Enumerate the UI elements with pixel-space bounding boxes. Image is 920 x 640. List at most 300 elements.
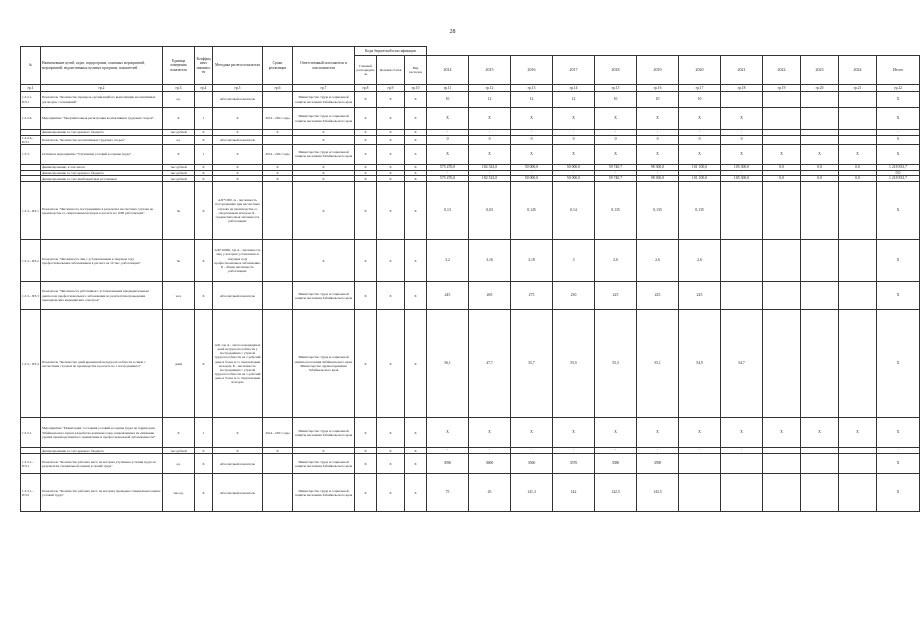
column-number-cell: гр.17 xyxy=(679,85,721,92)
row-year-value: 59 740,7 xyxy=(595,176,637,182)
row-year-value: 0 xyxy=(553,135,595,144)
table-row xyxy=(21,182,920,240)
row-grbs: Х xyxy=(355,164,377,170)
row-year-value: Х xyxy=(763,418,801,448)
row-year-value: 0,135 xyxy=(637,182,679,240)
row-target-article: Х xyxy=(377,240,405,282)
col-header-coef: Коэффициент значимости xyxy=(195,47,213,85)
row-coefficient: Х xyxy=(195,176,213,182)
row-year-value: 10 xyxy=(427,92,469,108)
row-method: Х xyxy=(213,130,263,136)
row-term xyxy=(263,92,293,108)
row-year-value: 0,0 xyxy=(839,176,877,182)
row-target-article: Х xyxy=(377,108,405,130)
row-year-value: - xyxy=(595,448,637,454)
row-grbs: Х xyxy=(355,310,377,418)
row-expense-type: Х xyxy=(405,92,427,108)
column-number-cell: гр.14 xyxy=(553,85,595,92)
row-number: 1.3.2.6. xyxy=(21,108,41,130)
row-method: Х xyxy=(213,448,263,454)
row-name: Мероприятие "Уведомительная регистрация коллективных трудовых споров" xyxy=(41,108,163,130)
table-row xyxy=(21,474,920,512)
row-year-value xyxy=(839,92,877,108)
row-year-value: Х xyxy=(553,108,595,130)
row-year-value: Х xyxy=(679,144,721,164)
row-year-value: 55,7 xyxy=(511,310,553,418)
row-unit: тыс.рублей xyxy=(163,176,195,182)
row-term xyxy=(263,454,293,474)
row-year-value: 47,7 xyxy=(469,310,511,418)
row-year-value: Х xyxy=(427,108,469,130)
column-number-cell: гр.19 xyxy=(763,85,801,92)
row-year-value: 105 300,0 xyxy=(721,176,763,182)
column-number-cell: гр.22 xyxy=(877,85,920,92)
row-year-value: - xyxy=(553,130,595,136)
row-coefficient: 1 xyxy=(195,108,213,130)
row-year-value xyxy=(763,182,801,240)
row-number: 1.3.3.1.- ПЭ.1 xyxy=(21,454,41,474)
table-row xyxy=(21,144,920,164)
row-year-value xyxy=(721,92,763,108)
row-method: Х xyxy=(213,144,263,164)
row-year-value: 0,135 xyxy=(595,182,637,240)
row-year-value: 54,9 xyxy=(679,310,721,418)
row-method: Абсолютный показатель xyxy=(213,282,263,310)
row-year-value: Х xyxy=(801,418,839,448)
row-total: Х xyxy=(877,108,920,130)
row-year-value xyxy=(721,282,763,310)
row-year-value: 55,3 xyxy=(595,310,637,418)
col-header-2023: 2023 xyxy=(801,56,839,85)
row-year-value: 2,6 xyxy=(679,240,721,282)
row-total: Х xyxy=(877,282,920,310)
row-year-value: 0,135 xyxy=(679,182,721,240)
row-term: Х xyxy=(263,176,293,182)
row-target-article: Х xyxy=(377,130,405,136)
row-year-value: Х xyxy=(763,144,801,164)
row-year-value: 0,0 xyxy=(763,164,801,170)
row-responsible: Министерство труда и социальной защиты населения Забайкальского края xyxy=(293,454,355,474)
row-target-article: Х xyxy=(377,182,405,240)
row-year-value xyxy=(801,282,839,310)
row-year-value: 3,16 xyxy=(469,240,511,282)
row-unit: Х xyxy=(163,418,195,448)
row-grbs: Х xyxy=(355,130,377,136)
row-year-value xyxy=(763,474,801,512)
row-year-value: 12 xyxy=(469,92,511,108)
row-year-value xyxy=(839,282,877,310)
row-year-value: 2,6 xyxy=(595,240,637,282)
row-year-value xyxy=(763,282,801,310)
row-term xyxy=(263,182,293,240)
column-number-cell: гр.11 xyxy=(427,85,469,92)
row-expense-type: Х xyxy=(405,170,427,176)
row-year-value: 98 300,0 xyxy=(637,164,679,170)
row-year-value: - xyxy=(679,448,721,454)
row-year-value: 55,5 xyxy=(553,310,595,418)
row-year-value: Х xyxy=(469,108,511,130)
column-number-cell: гр.6 xyxy=(263,85,293,92)
row-term: Х xyxy=(263,164,293,170)
row-coefficient: Х xyxy=(195,182,213,240)
row-expense-type: Х xyxy=(405,454,427,474)
col-header-2014: 2014 xyxy=(427,56,469,85)
row-year-value: Х xyxy=(511,418,553,448)
row-year-value xyxy=(801,92,839,108)
row-method: А/Б, где А - число календарных дней нетрудоспособности у пострадавших с утратой трудоспособности на 1 рабочий день и более и со смертельным исходом, Б - численность пострадавших с утратой трудоспособности на 1 рабочий день и более и со смертельным исходом xyxy=(213,310,263,418)
row-year-value xyxy=(679,474,721,512)
column-number-cell: гр.12 xyxy=(469,85,511,92)
row-name: Показатель "Численность работников с установленным предварительным диагнозом профессионального заболевания по результатам проведения периодических медицинских осмотров" xyxy=(41,282,163,310)
row-year-value xyxy=(763,310,801,418)
row-year-value: Х xyxy=(679,418,721,448)
col-header-2015: 2015 xyxy=(469,56,511,85)
row-year-value xyxy=(839,474,877,512)
row-year-value: - xyxy=(553,170,595,176)
row-responsible: Х xyxy=(293,170,355,176)
col-header-2018: 2018 xyxy=(595,56,637,85)
row-year-value xyxy=(721,474,763,512)
row-year-value: - xyxy=(637,130,679,136)
row-year-value: 54,7 xyxy=(721,310,763,418)
row-unit: дней xyxy=(163,310,195,418)
row-year-value: - xyxy=(721,170,763,176)
column-number-cell: гр.2 xyxy=(41,85,163,92)
col-header-exptype: Вид расходов xyxy=(405,56,427,85)
column-number-cell: гр.20 xyxy=(801,85,839,92)
row-unit: ед. xyxy=(163,92,195,108)
row-coefficient: 1 xyxy=(195,418,213,448)
row-expense-type: Х xyxy=(405,240,427,282)
row-total: Х xyxy=(877,240,920,282)
row-target-article: Х xyxy=(377,454,405,474)
row-total: 0,0 xyxy=(877,170,920,176)
table-row xyxy=(21,92,920,108)
row-target-article: Х xyxy=(377,164,405,170)
row-year-value: Х xyxy=(721,144,763,164)
row-year-value xyxy=(721,240,763,282)
column-number-cell: гр.18 xyxy=(721,85,763,92)
row-year-value xyxy=(801,310,839,418)
row-year-value xyxy=(721,182,763,240)
row-expense-type: Х xyxy=(405,130,427,136)
row-year-value: 59 740,7 xyxy=(595,164,637,170)
row-number: 1.3.3.- ПЭ.4 xyxy=(21,310,41,418)
col-header-method: Методика расчета показателя xyxy=(213,47,263,85)
row-year-value: 3590 xyxy=(637,454,679,474)
row-method: Абсолютный показатель xyxy=(213,454,263,474)
row-year-value: 0 xyxy=(469,135,511,144)
row-grbs: Х xyxy=(355,92,377,108)
row-unit: чел. xyxy=(163,282,195,310)
row-year-value: 182 523,0 xyxy=(469,164,511,170)
row-responsible: Министерство труда и социальной защиты населения Забайкальского края xyxy=(293,418,355,448)
row-year-value: Х xyxy=(595,108,637,130)
col-header-2024: 2024 xyxy=(839,56,877,85)
row-year-value: 275 xyxy=(511,282,553,310)
header-row-top xyxy=(21,47,920,56)
row-year-value: 230 xyxy=(553,282,595,310)
row-method: Х xyxy=(213,164,263,170)
column-number-cell: гр.3 xyxy=(163,85,195,92)
row-year-value: - xyxy=(511,448,553,454)
row-year-value: - xyxy=(427,130,469,136)
row-year-value: 50 000,0 xyxy=(553,164,595,170)
row-method: Абсолютный показатель xyxy=(213,474,263,512)
row-target-article: Х xyxy=(377,448,405,454)
row-year-value: - xyxy=(511,170,553,176)
row-name: Показатель "Количество дней временной нетрудоспособности в связи с несчастным случаем на производстве в расчете на 1 пострадавшего" xyxy=(41,310,163,418)
row-year-value: Х xyxy=(721,108,763,130)
row-year-value: 55,1 xyxy=(637,310,679,418)
row-unit: тыс.рублей xyxy=(163,448,195,454)
row-year-value: 3560 xyxy=(511,454,553,474)
row-responsible: Х xyxy=(293,135,355,144)
row-year-value: Х xyxy=(721,418,763,448)
row-method: Х xyxy=(213,170,263,176)
col-header-resp: Ответственный исполнитель и соисполнители xyxy=(293,47,355,85)
row-total: 1 218 833,7 xyxy=(877,164,920,170)
row-year-value: 105 300,0 xyxy=(721,164,763,170)
row-year-value: - xyxy=(553,448,595,454)
row-unit: ‰ xyxy=(163,240,195,282)
table-row xyxy=(21,310,920,418)
row-year-value: 3570 xyxy=(553,454,595,474)
row-grbs: Х xyxy=(355,282,377,310)
row-year-value: 0,13 xyxy=(427,182,469,240)
table-row xyxy=(21,418,920,448)
row-responsible: Министерство труда и социальной защиты населения Забайкальского края xyxy=(293,282,355,310)
header-spacer xyxy=(427,47,920,56)
row-number: 1.3.2.1. ПЭ.1 xyxy=(21,92,41,108)
row-grbs: Х xyxy=(355,418,377,448)
row-term xyxy=(263,282,293,310)
row-name: Показатель "Количество рабочих мест, на которых проведена специальная оценка условий труда" xyxy=(41,474,163,512)
row-target-article: Х xyxy=(377,282,405,310)
row-year-value xyxy=(801,135,839,144)
row-year-value: - xyxy=(427,170,469,176)
row-grbs: Х xyxy=(355,108,377,130)
page-number: 28 xyxy=(449,29,456,35)
row-unit: тыс.ед. xyxy=(163,474,195,512)
row-expense-type: Х xyxy=(405,182,427,240)
row-year-value: 0,0 xyxy=(763,176,801,182)
row-target-article: Х xyxy=(377,144,405,164)
row-grbs: Х xyxy=(355,135,377,144)
row-year-value: 101 100,0 xyxy=(679,164,721,170)
row-unit: ‰ xyxy=(163,182,195,240)
row-year-value: 141,3 xyxy=(511,474,553,512)
row-responsible: Х xyxy=(293,448,355,454)
row-term: 2014 - 2021 годы xyxy=(263,144,293,164)
row-term xyxy=(263,310,293,418)
row-unit: ед. xyxy=(163,454,195,474)
row-expense-type: Х xyxy=(405,282,427,310)
row-total: Х xyxy=(877,454,920,474)
row-responsible: Министерство труда и социальной защиты населения Забайкальского края xyxy=(293,144,355,164)
row-expense-type: Х xyxy=(405,144,427,164)
row-year-value xyxy=(679,454,721,474)
row-year-value: 3930 xyxy=(427,454,469,474)
row-year-value: Х xyxy=(839,418,877,448)
row-responsible: Министерство труда и социальной защиты населения Забайкальского края xyxy=(293,92,355,108)
row-year-value: - xyxy=(595,170,637,176)
row-grbs: Х xyxy=(355,144,377,164)
row-responsible: Министерство труда и социальной защиты населения Забайкальского края; Министерство здравоохранения Забайкальского края xyxy=(293,310,355,418)
column-number-cell: гр.5 xyxy=(213,85,263,92)
row-grbs: Х xyxy=(355,182,377,240)
row-name: финансирование за счет краевого бюджета xyxy=(41,448,163,454)
row-year-value: 0 xyxy=(721,135,763,144)
row-unit: Х xyxy=(163,144,195,164)
row-year-value: 0 xyxy=(679,135,721,144)
row-total: Х xyxy=(877,92,920,108)
row-coefficient: 1 xyxy=(195,144,213,164)
row-name: финансирование за счет краевого бюджета xyxy=(41,170,163,176)
row-total: Х xyxy=(877,418,920,448)
row-year-value: - xyxy=(469,170,511,176)
row-method: Х xyxy=(213,108,263,130)
row-year-value: Х xyxy=(553,418,595,448)
row-year-value: - xyxy=(637,170,679,176)
row-year-value: 98 300,0 xyxy=(637,176,679,182)
row-year-value: 3,2 xyxy=(427,240,469,282)
row-year-value: 0 xyxy=(427,135,469,144)
row-year-value: Х xyxy=(595,418,637,448)
table-row xyxy=(21,240,920,282)
column-number-cell: гр.4 xyxy=(195,85,213,92)
col-header-no: № xyxy=(21,47,41,85)
column-number-cell: гр.1 xyxy=(21,85,41,92)
row-year-value xyxy=(801,474,839,512)
row-unit: Х xyxy=(163,108,195,130)
row-number: 1.3.3.- ПЭ.2 xyxy=(21,240,41,282)
row-year-value: - xyxy=(427,448,469,454)
row-term xyxy=(263,135,293,144)
row-year-value: Х xyxy=(427,144,469,164)
row-year-value: Х xyxy=(511,108,553,130)
row-coefficient: Х xyxy=(195,164,213,170)
row-year-value xyxy=(763,240,801,282)
row-term: Х xyxy=(263,448,293,454)
col-header-grbs: Главный распорядитель xyxy=(355,56,377,85)
row-target-article: Х xyxy=(377,418,405,448)
row-responsible: Х xyxy=(293,182,355,240)
column-number-cell: гр.16 xyxy=(637,85,679,92)
row-grbs: Х xyxy=(355,454,377,474)
row-year-value xyxy=(801,108,839,130)
col-header-target: Целевая статья xyxy=(377,56,405,85)
row-number: 1.3.3.1.- ПЭ.2 xyxy=(21,474,41,512)
row-coefficient: Х xyxy=(195,170,213,176)
row-coefficient: Х xyxy=(195,448,213,454)
row-grbs: Х xyxy=(355,448,377,454)
row-responsible: Х xyxy=(293,240,355,282)
row-year-value: - xyxy=(511,130,553,136)
row-number: 1.3.2.6.- ПЭ.1 xyxy=(21,135,41,144)
row-unit: тыс.рублей xyxy=(163,164,195,170)
row-expense-type: Х xyxy=(405,474,427,512)
row-year-value: 245 xyxy=(427,282,469,310)
row-year-value: 3600 xyxy=(469,454,511,474)
row-term: Х xyxy=(263,130,293,136)
row-year-value: 50 000,0 xyxy=(553,176,595,182)
row-total: Х xyxy=(877,182,920,240)
row-method: Абсолютный показатель xyxy=(213,135,263,144)
column-number-cell: гр.15 xyxy=(595,85,637,92)
row-year-value: 0,14 xyxy=(553,182,595,240)
row-year-value: 143,5 xyxy=(637,474,679,512)
row-year-value: 225 xyxy=(637,282,679,310)
row-total: - xyxy=(877,130,920,136)
row-year-value: 0,0 xyxy=(801,164,839,170)
row-target-article: Х xyxy=(377,474,405,512)
col-header-total: Итого xyxy=(877,56,920,85)
program-table xyxy=(20,46,920,512)
row-year-value: Х xyxy=(637,108,679,130)
row-year-value: 0,03 xyxy=(469,182,511,240)
row-name: Основное мероприятие "Улучшение условий и охраны труда" xyxy=(41,144,163,164)
row-unit: тыс.рублей xyxy=(163,130,195,136)
row-responsible: Министерство труда и социальной защиты населения Забайкальского края xyxy=(293,474,355,512)
row-year-value: 182 523,0 xyxy=(469,176,511,182)
row-coefficient: Х xyxy=(195,474,213,512)
column-number-cell: гр.7 xyxy=(293,85,355,92)
table-row xyxy=(21,108,920,130)
row-year-value: 0,0 xyxy=(839,164,877,170)
row-responsible: Х xyxy=(293,164,355,170)
row-term xyxy=(263,240,293,282)
table-row xyxy=(21,135,920,144)
column-number-cell: гр.8 xyxy=(355,85,377,92)
row-name: Показатель "Численность пострадавших в результате несчастных случаев на производстве со смертельным исходом в расчете на 1000 работающих" xyxy=(41,182,163,240)
row-year-value: Х xyxy=(679,108,721,130)
row-year-value: 75 xyxy=(427,474,469,512)
col-header-budget-codes: Коды бюджетной классификации xyxy=(355,47,427,56)
row-year-value: Х xyxy=(801,144,839,164)
row-number: 1.3.3.- ПЭ.1 xyxy=(21,182,41,240)
row-coefficient xyxy=(195,92,213,108)
row-coefficient: Х xyxy=(195,130,213,136)
table-row xyxy=(21,282,920,310)
row-year-value xyxy=(721,454,763,474)
row-method: A/Б*10000, где А - численность лиц, у которых установлено в текущем году профессиональное заболевание, Б - общая численность работающих xyxy=(213,240,263,282)
row-year-value: 3,18 xyxy=(511,240,553,282)
row-year-value: 2,6 xyxy=(637,240,679,282)
table-row xyxy=(21,454,920,474)
row-year-value: 3 xyxy=(553,240,595,282)
row-year-value xyxy=(801,182,839,240)
column-number-row xyxy=(21,85,920,92)
row-target-article: Х xyxy=(377,170,405,176)
row-target-article: Х xyxy=(377,176,405,182)
row-year-value: 12 xyxy=(553,92,595,108)
row-year-value: 12 xyxy=(511,92,553,108)
row-year-value: 575 470,0 xyxy=(427,164,469,170)
row-year-value: 225 xyxy=(679,282,721,310)
row-year-value xyxy=(839,240,877,282)
row-name: Показатель "Количество проверок организаций по выполнению коллективных договоров, соглашений" xyxy=(41,92,163,108)
col-header-2019: 2019 xyxy=(637,56,679,85)
row-coefficient: Х xyxy=(195,135,213,144)
row-grbs: Х xyxy=(355,176,377,182)
row-year-value xyxy=(763,92,801,108)
row-year-value: 101 100,0 xyxy=(679,176,721,182)
row-year-value: - xyxy=(595,130,637,136)
row-year-value: 3580 xyxy=(595,454,637,474)
row-responsible: Х xyxy=(293,176,355,182)
column-number-cell: гр.9 xyxy=(377,85,405,92)
